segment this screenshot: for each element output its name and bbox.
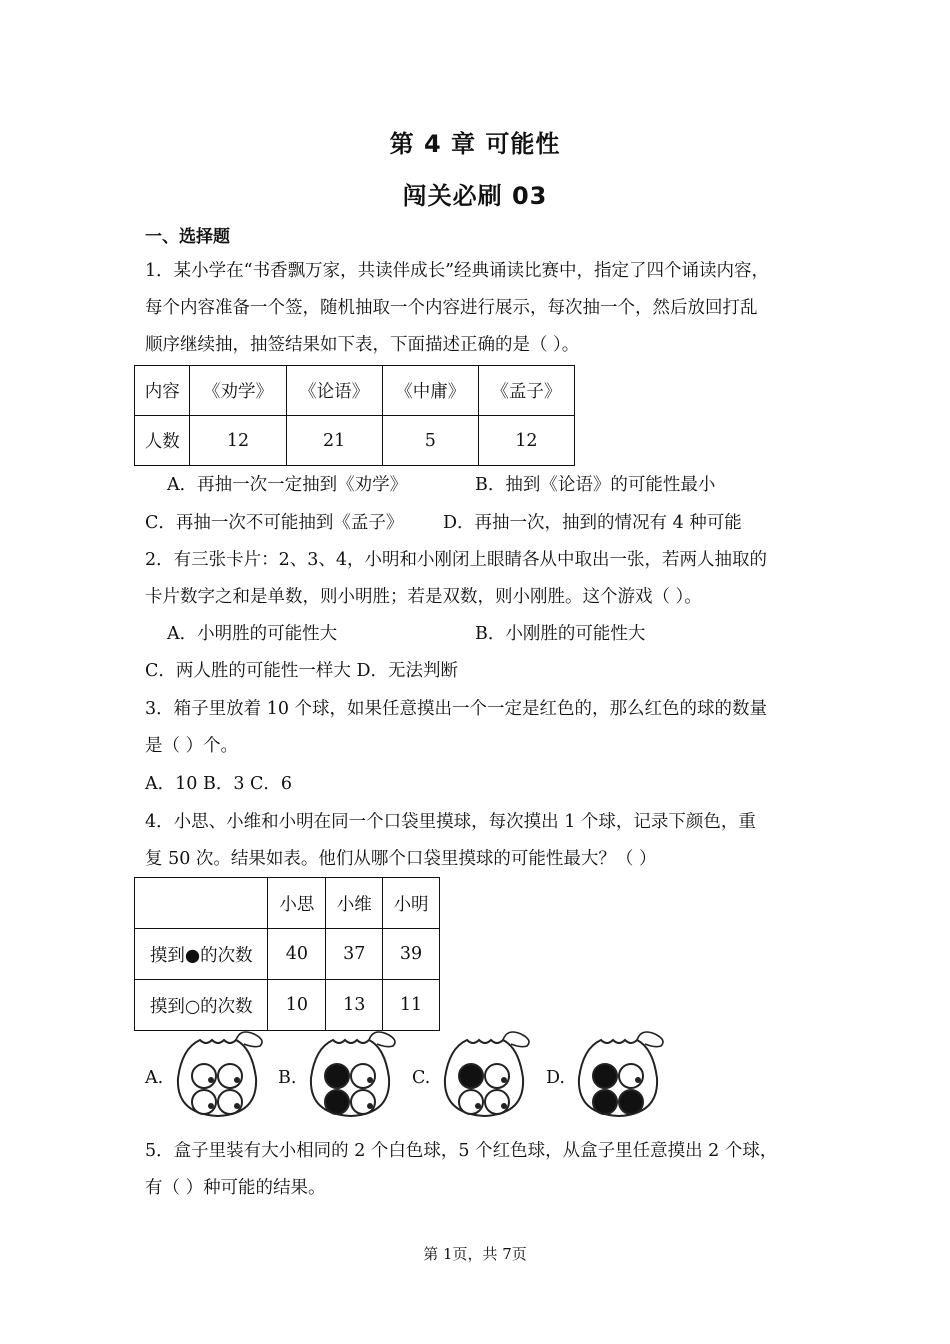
table-cell: 小维 (326, 878, 383, 929)
table-cell: 小明 (383, 878, 440, 929)
table-cell (135, 878, 268, 929)
table-cell: 《论语》 (286, 366, 382, 416)
q2-option-cd: C．两人胜的可能性一样大 D．无法判断 (145, 661, 458, 681)
section-heading: 一、选择题 (145, 227, 230, 247)
q4-option-b-label: B. (278, 1068, 297, 1088)
bag-a-icon (170, 1030, 270, 1122)
q2-option-b: B．小刚胜的可能性大 (475, 624, 646, 644)
q3-line-2: 是（ ）个。 (145, 736, 239, 756)
q4-option-c-label: C. (412, 1068, 431, 1088)
q5-line-2: 有（ ）种可能的结果。 (145, 1178, 326, 1198)
bag-c-icon (437, 1030, 537, 1122)
table-cell: 12 (190, 416, 286, 466)
table-row (135, 416, 575, 466)
q1-option-b: B．抽到《论语》的可能性最小 (475, 475, 716, 495)
table-cell: 内容 (135, 366, 190, 416)
q2-line-2: 卡片数字之和是单数，则小明胜；若是双数，则小刚胜。这个游戏（ ）。 (145, 587, 702, 607)
q1-option-c: C．再抽一次不可能抽到《孟子》 (145, 513, 404, 533)
table-cell: 37 (326, 929, 383, 980)
q1-line-3: 顺序继续抽，抽签结果如下表，下面描述正确的是（ ）。 (145, 335, 580, 355)
table-cell: 39 (383, 929, 440, 980)
q1-line-2: 每个内容准备一个签，随机抽取一个内容进行展示，每次抽一个，然后放回打乱 (145, 298, 758, 318)
table-cell: 11 (383, 980, 440, 1031)
table-cell: 小思 (268, 878, 326, 929)
table-cell: 40 (268, 929, 326, 980)
table-cell: 人数 (135, 416, 190, 466)
page-number: 第 1页，共 7页 (423, 1245, 527, 1263)
table-cell: 《孟子》 (478, 366, 574, 416)
q4-table (134, 877, 440, 1031)
bag-b-icon (303, 1030, 403, 1122)
q2-line-1: 2．有三张卡片：2、3、4，小明和小刚闭上眼睛各从中取出一张，若两人抽取的 (145, 550, 768, 570)
table-row (135, 929, 440, 980)
table-cell: 21 (286, 416, 382, 466)
table-cell: 《劝学》 (190, 366, 286, 416)
q1-option-d: D．再抽一次，抽到的情况有 4 种可能 (443, 513, 742, 533)
table-cell: 13 (326, 980, 383, 1031)
table-row (135, 980, 440, 1031)
q3-options: A．10 B．3 C．6 (145, 774, 293, 794)
bag-d-icon (571, 1030, 671, 1122)
q4-line-2: 复 50 次。结果如表。他们从哪个口袋里摸球的可能性最大？（ ） (145, 849, 657, 869)
q1-table (134, 365, 575, 466)
q5-line-1: 5．盒子里装有大小相同的 2 个白色球，5 个红色球，从盒子里任意摸出 2 个球， (145, 1141, 778, 1161)
q4-line-1: 4．小思、小维和小明在同一个口袋里摸球，每次摸出 1 个球，记录下颜色，重 (145, 812, 756, 832)
q4-option-d-label: D. (546, 1068, 565, 1088)
table-cell: 摸到●的次数 (135, 929, 268, 980)
q1-line-1: 1．某小学在“书香飘万家，共读伴成长”经典诵读比赛中，指定了四个诵读内容， (145, 261, 770, 281)
table-cell: 《中庸》 (382, 366, 478, 416)
q2-option-a: A．小明胜的可能性大 (167, 624, 338, 644)
q3-line-1: 3．箱子里放着 10 个球，如果任意摸出一个一定是红色的，那么红色的球的数量 (145, 699, 768, 719)
table-cell: 10 (268, 980, 326, 1031)
table-row (135, 366, 575, 416)
page-subtitle: 闯关必刷 03 (402, 182, 548, 210)
q1-option-a: A．再抽一次一定抽到《劝学》 (167, 475, 408, 495)
q4-option-a-label: A. (145, 1068, 164, 1088)
chapter-title: 第 4 章 可能性 (389, 130, 561, 158)
table-cell: 摸到○的次数 (135, 980, 268, 1031)
table-cell: 5 (382, 416, 478, 466)
table-cell: 12 (478, 416, 574, 466)
table-row (135, 878, 440, 929)
